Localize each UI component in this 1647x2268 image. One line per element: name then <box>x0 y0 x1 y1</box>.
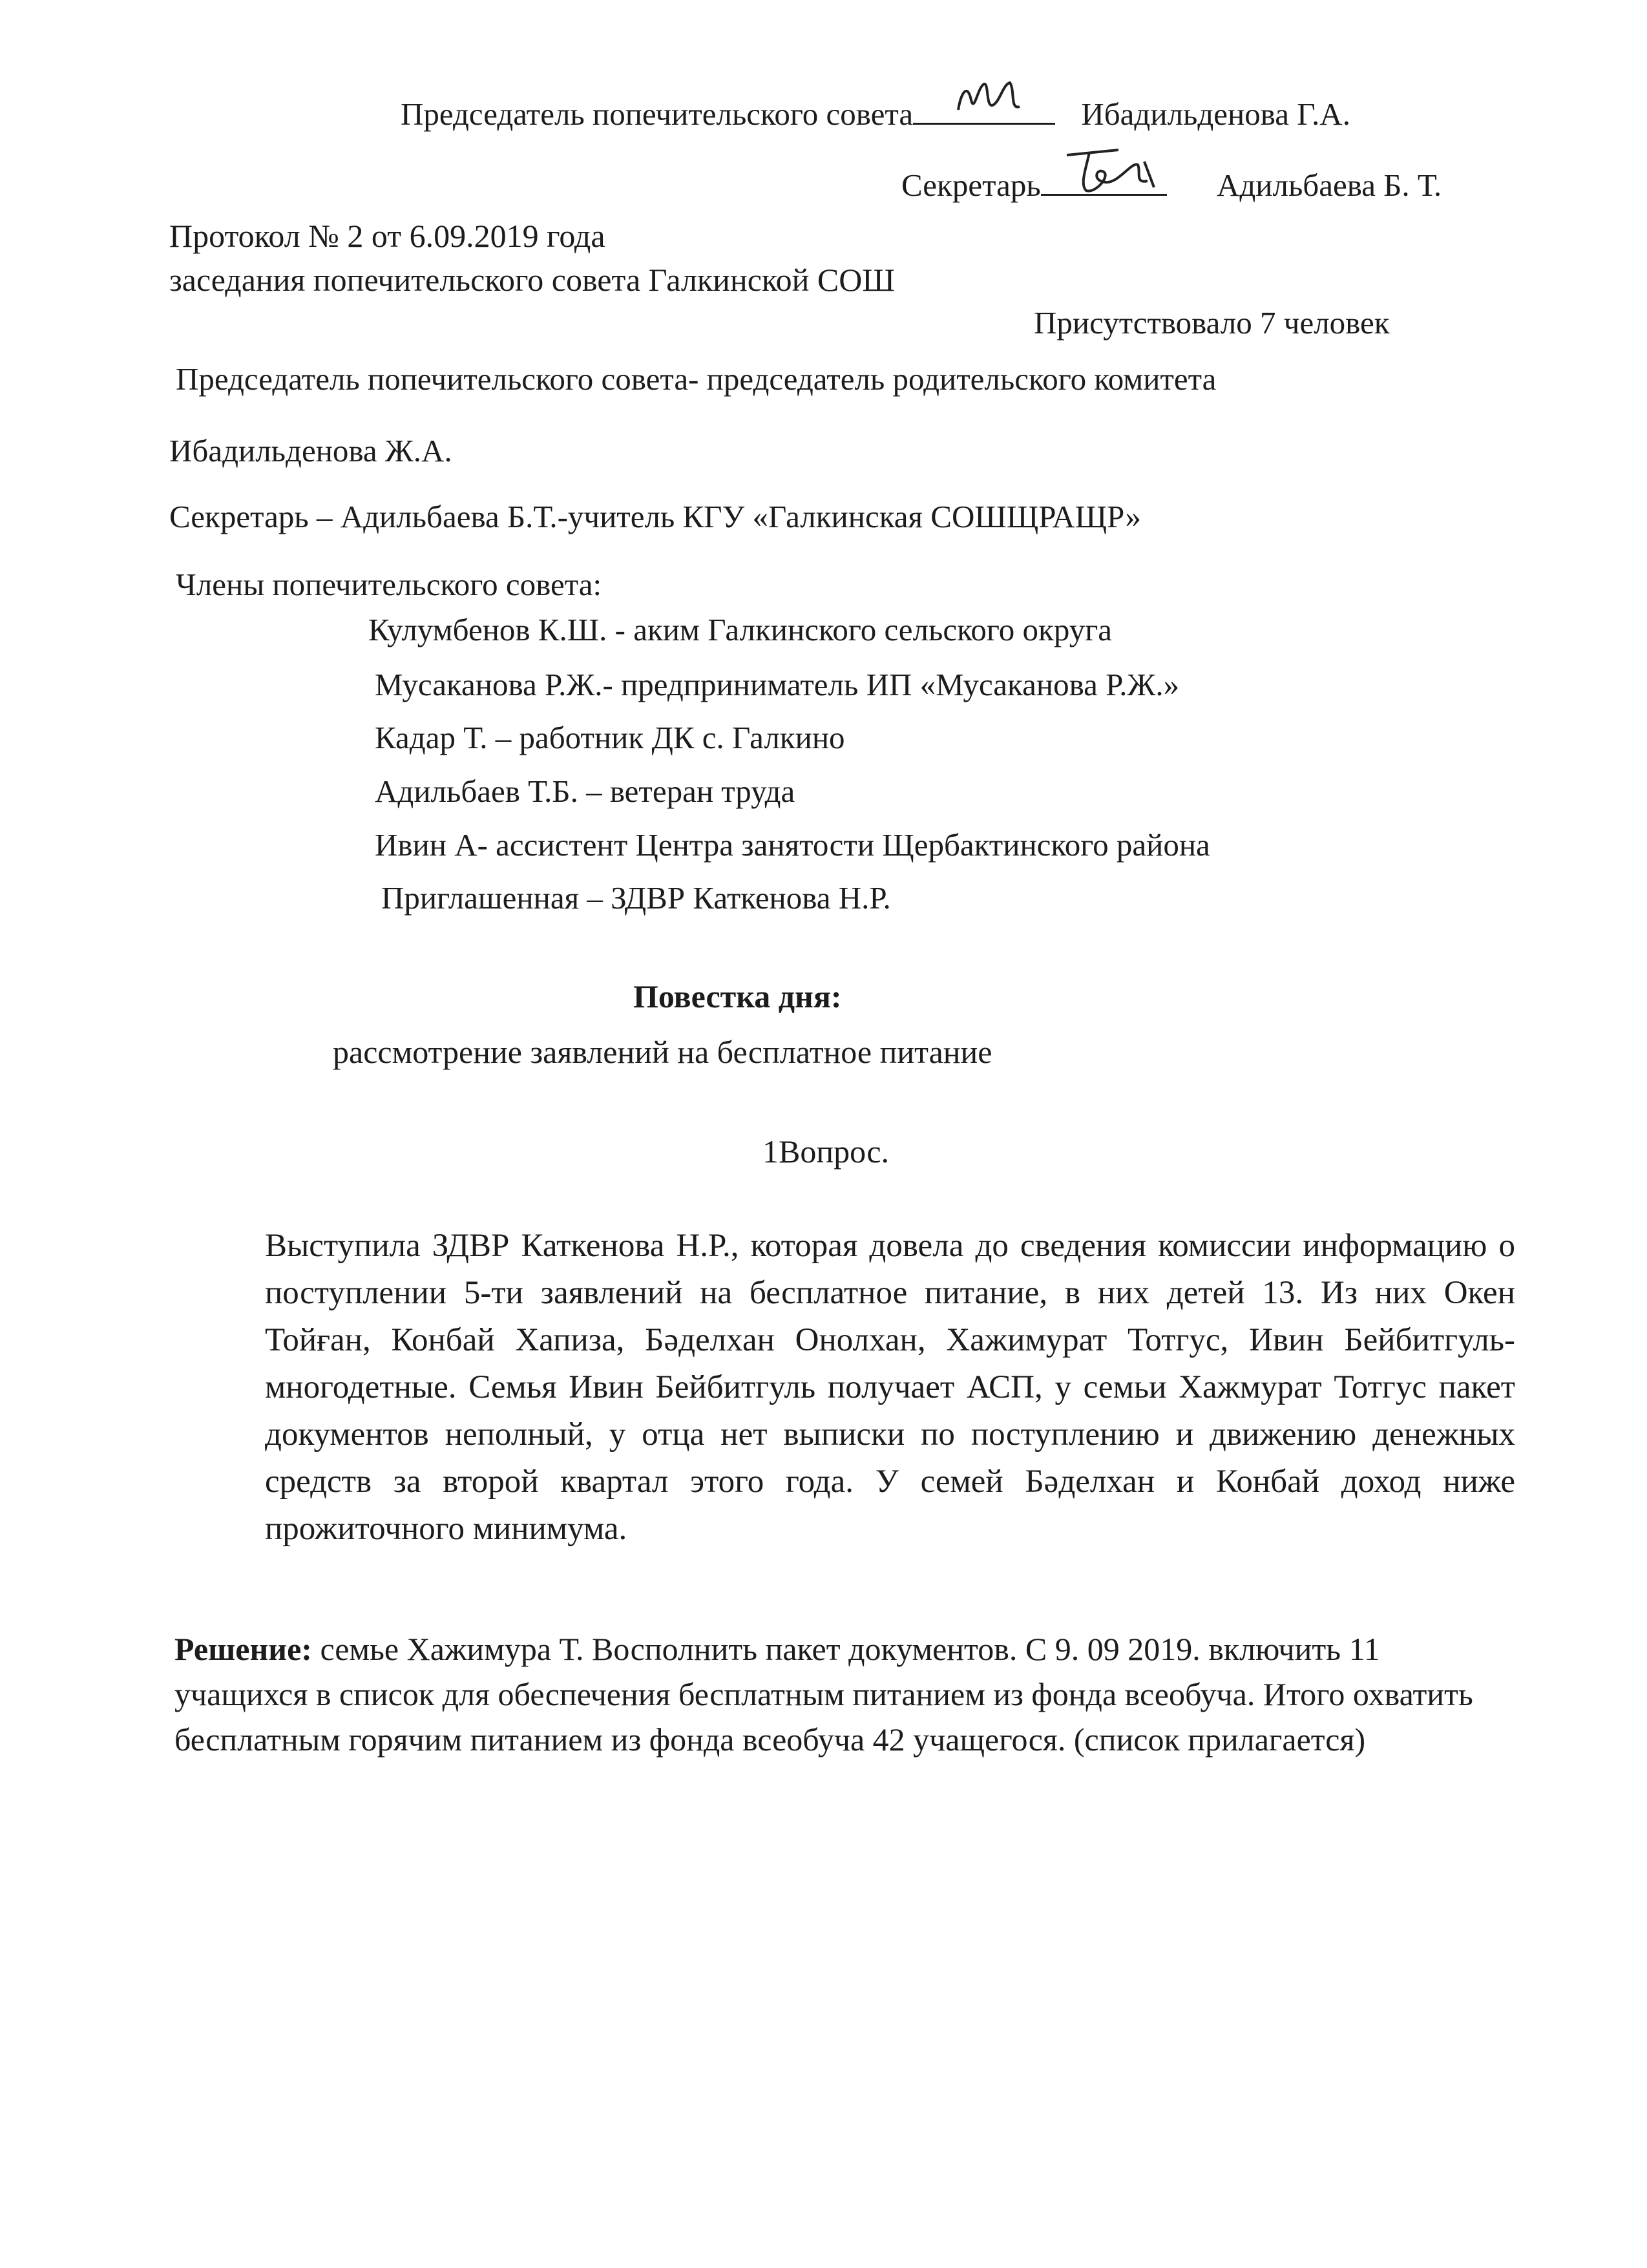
chair-name: Ибадильденова Г.А. <box>1081 96 1350 132</box>
member-item: Мусаканова Р.Ж.- предприниматель ИП «Мусаканова Р.Ж.» <box>375 667 1180 702</box>
decision-label: Решение: <box>174 1631 312 1667</box>
question-text: Выступила ЗДВР Каткенова Н.Р., которая довела до сведения комиссии информацию о поступлении 5-ти заявлений на бесплатное питание, в них детей 13. Из них Окен Тойған, Конбай Хапиза, Бәделхан Онолхан, Хажимурат Тотгус, Ивин Бейбитгуль-многодетные. Семья Ивин Бейбитгуль получает АСП, у семьи Хажмурат Тотгус пакет документов неполный, у отца нет выписки по поступлению и движению денежных средств за второй квартал этого года. У семей Бәделхан и Конбай доход ниже прожиточного минимума. <box>265 1228 1515 1547</box>
member-item: Адильбаев Т.Б. – ветеран труда <box>375 773 795 809</box>
secretary-signature-scribble <box>1041 136 1167 200</box>
question-heading: 1Вопрос. <box>762 1133 890 1170</box>
chair-person: Ибадильденова Ж.А. <box>169 433 452 468</box>
member-item: Кулумбенов К.Ш. - аким Галкинского сельского округа <box>368 612 1113 647</box>
attendance: Присутствовало 7 человек <box>1034 305 1390 341</box>
protocol-subtitle: заседания попечительского совета Галкинской СОШ <box>169 262 895 298</box>
secretary-signature-line <box>901 162 1442 205</box>
member-item: Кадар Т. – работник ДК с. Галкино <box>375 720 845 755</box>
chair-signature-scribble <box>913 65 1055 123</box>
decision-text: семье Хажимура Т. Восполнить пакет документов. С 9. 09 2019. включить 11 учащихся в список для обеспечения бесплатным питанием из фонда всеобуча. Итого охватить бесплатным горячим питанием из фонда всеобуча 42 учащегося. (список прилагается) <box>174 1631 1473 1758</box>
chair-signature <box>913 90 1055 125</box>
chair-line: Председатель попечительского совета- председатель родительского комитета <box>176 361 1217 397</box>
member-item: Ивин А- ассистент Центра занятости Щербактинского района <box>375 827 1210 863</box>
chair-label: Председатель попечительского совета <box>401 96 914 132</box>
members-heading: Члены попечительского совета: <box>176 567 602 602</box>
agenda-heading: Повестка дня: <box>633 978 842 1014</box>
chair-signature-line <box>401 90 1350 134</box>
secretary-signature <box>1041 162 1167 196</box>
member-item: Приглашенная – ЗДВР Каткенова Н.Р. <box>381 880 891 916</box>
protocol-number: Протокол № 2 от 6.09.2019 года <box>169 218 605 254</box>
secretary-label: Секретарь <box>901 167 1041 203</box>
agenda-item: рассмотрение заявлений на бесплатное питание <box>333 1034 992 1070</box>
decision-block <box>174 1626 1473 1762</box>
secretary-name: Адильбаева Б. Т. <box>1216 167 1442 203</box>
secretary-line: Секретарь – Адильбаева Б.Т.-учитель КГУ «Галкинская СОШЩРАЩР» <box>169 499 1141 534</box>
